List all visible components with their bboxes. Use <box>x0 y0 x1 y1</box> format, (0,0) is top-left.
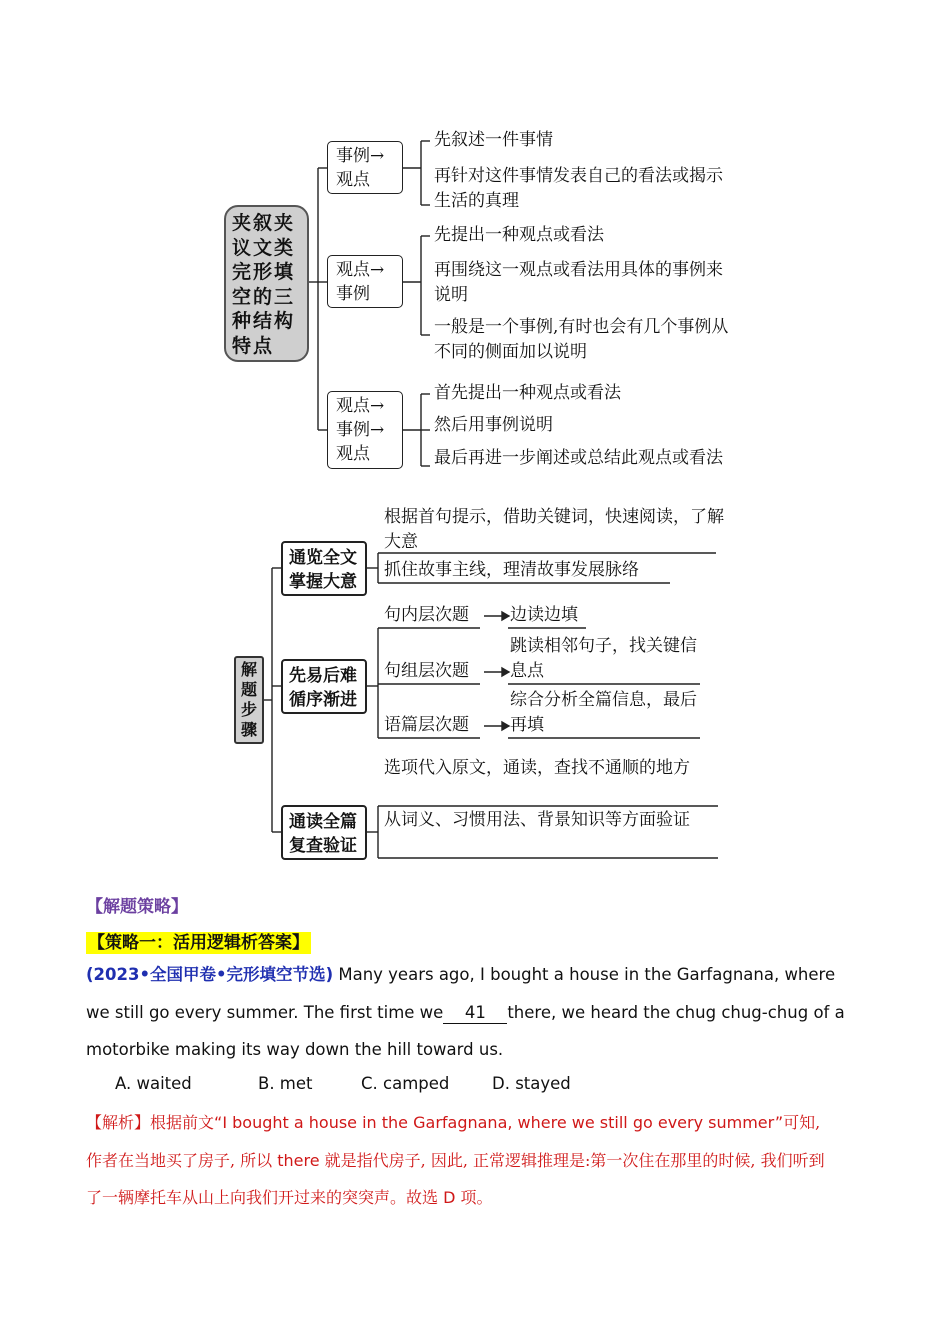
diagram1-point: 然后用事例说明 <box>434 415 553 435</box>
diagram2-step-3-point: 从词义、习惯用法、背景知识等方面验证 <box>384 810 690 830</box>
question-blank: 41 <box>443 1003 507 1024</box>
diagram1-branch-1-label: 事例→观点 <box>336 146 385 190</box>
analysis-tag: 【解析】 <box>86 1113 151 1132</box>
question-paragraph <box>86 956 866 1069</box>
analysis-line-3 <box>86 1179 866 1217</box>
diagram1-branch-3-box <box>327 391 403 469</box>
diagram2-step-1-point: 根据首句提示，借助关键词，快速阅读，了解大意 <box>384 507 724 552</box>
diagram2-step-3-box <box>281 805 367 860</box>
question-text-1: Many years ago, I bought a house in the Garfagnana, where <box>333 965 836 984</box>
option-a: A. waited <box>115 1074 192 1093</box>
analysis-text: 可知, <box>783 1113 821 1132</box>
analysis-text: 就是指代房子, 因此, 正常逻辑推理是:第一次住在那里的时候, 我们听到 <box>319 1150 825 1170</box>
question-line-1 <box>86 956 866 994</box>
analysis-there: there <box>277 1150 320 1170</box>
analysis-text: 根据前文 <box>150 1113 215 1132</box>
diagram2-step-2-label: 先易后难循序渐进 <box>289 666 357 710</box>
diagram2-step-2-box <box>281 659 367 714</box>
analysis-paragraph <box>86 1104 866 1217</box>
strategy-subheading: 【策略一：活用逻辑析答案】 <box>88 933 309 953</box>
diagram1-main-box <box>224 205 309 362</box>
diagram1-point: 先叙述一件事情 <box>434 130 553 150</box>
diagram1-point: 再针对这件事情发表自己的看法或揭示生活的真理 <box>434 166 723 211</box>
question-text-2b: there, we heard the chug chug-chug of a <box>507 1002 845 1022</box>
diagram1-branch-1-box <box>327 141 403 194</box>
strategy-heading: 【解题策略】 <box>86 897 188 917</box>
question-source-close: ) <box>325 965 334 984</box>
analysis-answer: D <box>443 1188 456 1207</box>
question-source: 全国甲卷•完形填空节选 <box>150 965 326 984</box>
diagram2-root-label: 解题步骤 <box>240 660 257 739</box>
question-text-2a: we still go every summer. The first time we <box>86 1002 444 1022</box>
diagram2-item-method: 综合分析全篇信息，最后再填 <box>510 690 697 735</box>
option-b: B. met <box>258 1074 313 1093</box>
analysis-quote: “I bought a house in the Garfagnana, where we still go every summer” <box>214 1113 784 1132</box>
diagram2-step-3-label: 通读全篇复查验证 <box>289 812 357 856</box>
diagram1-branch-2-box <box>327 255 403 308</box>
diagram1-point: 先提出一种观点或看法 <box>434 225 604 245</box>
diagram2-step-1-point: 抓住故事主线，理清故事发展脉络 <box>384 560 639 580</box>
strategy-subheading-wrap <box>86 928 311 953</box>
analysis-text: 项。 <box>455 1188 493 1207</box>
diagram2-item-type: 句内层次题 <box>384 605 469 625</box>
diagram1-point: 一般是一个事例,有时也会有几个事例从不同的侧面加以说明 <box>434 317 729 362</box>
analysis-line-2 <box>86 1142 866 1180</box>
diagram1-point: 最后再进一步阐述或总结此观点或看法 <box>434 448 723 468</box>
diagram1-point: 再围绕这一观点或看法用具体的事例来说明 <box>434 260 723 305</box>
diagram1-point: 首先提出一种观点或看法 <box>434 383 621 403</box>
option-c: C. camped <box>361 1074 450 1093</box>
diagram2-item-method: 边读边填 <box>510 605 578 625</box>
analysis-text: 了一辆摩托车从山上向我们开过来的突突声。故选 <box>86 1188 444 1207</box>
diagram1-branch-3-label: 观点→事例→观点 <box>336 396 385 464</box>
diagram2-step-3-point: 选项代入原文，通读，查找不通顺的地方 <box>384 758 690 778</box>
diagram2-item-method: 跳读相邻句子，找关键信息点 <box>510 636 697 681</box>
diagram1-branch-2-label: 观点→事例 <box>336 260 385 304</box>
diagram2-step-1-box <box>281 541 367 596</box>
question-line-3: motorbike making its way down the hill toward us. <box>86 1040 504 1059</box>
question-line-2 <box>86 994 866 1032</box>
diagram1-main-label: 夹叙夹议文类完形填空的三种结构特点 <box>232 212 296 357</box>
question-year: (2023• <box>86 965 151 984</box>
option-d: D. stayed <box>492 1074 571 1093</box>
diagram2-item-type: 语篇层次题 <box>384 715 469 735</box>
analysis-text: 作者在当地买了房子, 所以 <box>86 1150 278 1170</box>
diagram2-step-1-label: 通览全文掌握大意 <box>289 548 357 592</box>
analysis-line-1 <box>86 1104 866 1142</box>
diagram2-item-type: 句组层次题 <box>384 661 469 681</box>
diagram2-root-box <box>234 656 264 744</box>
